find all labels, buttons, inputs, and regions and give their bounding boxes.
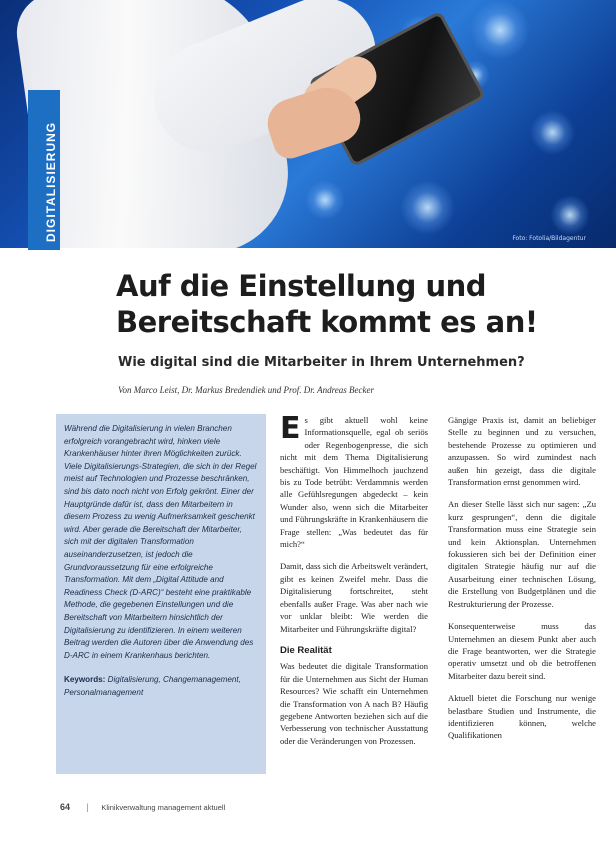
section-tab-label: DIGITALISIERUNG <box>44 121 58 242</box>
body-paragraph: Was bedeutet die digitale Transformation für die Unternehmen aus Sicht der Human Resources? Wie schafft ein Unternehmen die Transformation von A nach B? Häufig gegebene Antworten beziehen sich auf die Verbesserung von technischer Ausstattung oder die Veränderungen von Prozessen. <box>280 661 428 746</box>
light-dot <box>305 180 345 220</box>
body-paragraph: Damit, dass sich die Arbeitswelt verändert, gibt es keinen Zweifel mehr. Dass die Digitalisierung fortschreitet, steht ebenfalls außer Frage. Was aber nach wie vor unklar bleibt: Wie werden die Mitarbeiter und Führungskräfte digital? <box>280 561 428 634</box>
drop-cap: E <box>280 411 301 446</box>
body-paragraph: Gängige Praxis ist, damit an beliebiger Stelle zu beginnen und zu versuchen, bestehende Prozesse zu optimieren und anzupassen. So wird zumindest nach außen hin gezeigt, dass die digitale Transformation ernst genommen wird. <box>448 415 596 488</box>
title-line-2: Bereitschaft kommt es an! <box>116 305 538 339</box>
magazine-name: Klinikverwaltung management aktuell <box>101 803 226 812</box>
section-heading: Die Realität <box>280 644 332 656</box>
abstract-box <box>56 414 266 774</box>
light-dot <box>400 180 455 235</box>
section-tab <box>28 90 60 250</box>
photo-credit: Foto: Fotolia/Bildagentur <box>512 235 586 242</box>
body-column-2 <box>448 414 596 752</box>
body-paragraph-text: s gibt aktuell wohl keine Informationsquelle, egal ob seriös oder Regenbogenpresse, die sich nicht mit dem Thema Digitalisierung beschäftigt. Von Himmelhoch jauchzend bis zu Tode betrübt: Verdammnis werden alle Gefühlsregungen abgedeckt – kein Wunder also, wenn sich die Mitarbeiter und Führungskräfte in Krankenhäusern die Frage stellen: „Was bedeutet das für mich?“ <box>280 415 428 550</box>
keywords-label: Keywords: <box>64 675 106 685</box>
light-dot <box>530 110 575 155</box>
body-paragraph: An dieser Stelle lässt sich nur sagen: „Zu kurz gesprungen“, denn die digitale Transformation muss eine Strategie sein und kein Aktionsplan. Unternehmen fokussieren sich bei der Definition einer digitalen Strategie häufig nur auf die Ausarbeitung einer technischen Lösung, die Erstellung von Budgetplänen und die Restrukturierung der Prozesse. <box>448 499 596 609</box>
footer-separator: | <box>86 802 89 812</box>
page-number: 64 <box>60 802 71 812</box>
body-paragraph: Aktuell bietet die Forschung nur wenige belastbare Studien und Instrumente, die identifizieren können, welche Qualifikationen <box>448 693 596 741</box>
light-dot <box>470 0 530 60</box>
keywords <box>64 674 258 699</box>
body-paragraph: Konsequenterweise muss das Unternehmen an diesem Punkt aber auch die Frage beantworten, wer die Strategie operativ umsetzt und ob die betroffenen Mitarbeiter dazu bereit sind. <box>448 621 596 681</box>
page-footer <box>60 802 225 812</box>
title-line-1: Auf die Einstellung und <box>116 269 487 303</box>
article-title <box>116 268 596 340</box>
light-dot <box>550 195 590 235</box>
body-paragraph <box>280 411 428 550</box>
body-column-1 <box>280 411 428 757</box>
keywords-text: Digitalisierung, Changemanagement, Personalmanagement <box>64 675 241 697</box>
article-authors: Von Marco Leist, Dr. Markus Bredendiek und Prof. Dr. Andreas Becker <box>118 385 374 395</box>
hero-image <box>0 0 616 248</box>
article-subtitle: Wie digital sind die Mitarbeiter in Ihrem Unternehmen? <box>118 355 525 370</box>
abstract-text: Während die Digitalisierung in vielen Branchen erfolgreich vorangebracht wird, hinken viele Krankenhäuser hinter ihren Möglichkeiten zurück. Viele Digitalisierungs-Strategien, die sich in der Regel meist auf Technologien und Prozesse beschränken, sind bis dato noch nicht von Erfolg gekrönt. Einer der Hauptgründe dafür ist, dass den Mitarbeitern in diesem Prozess zu wenig Aufmerksamkeit geschenkt wird. Aber gerade die Bereitschaft der Mitarbeiter, sich mit der digitalen Transformation auseinanderzusetzen, ist jedoch die Grundvoraussetzung für eine erfolgreiche Transformation. Mit dem „Digital Attitude and Readiness Check (D-ARC)“ besteht eine praktikable Methode, die gegebenen Einstellungen und die Bereitschaft von Mitarbeitern hinsichtlich der Digitalisierung zu identifizieren. In einem weiteren Beitrag werden die Autoren über die Anwendung des D-ARC in einem Krankenhaus berichten. <box>64 424 257 660</box>
